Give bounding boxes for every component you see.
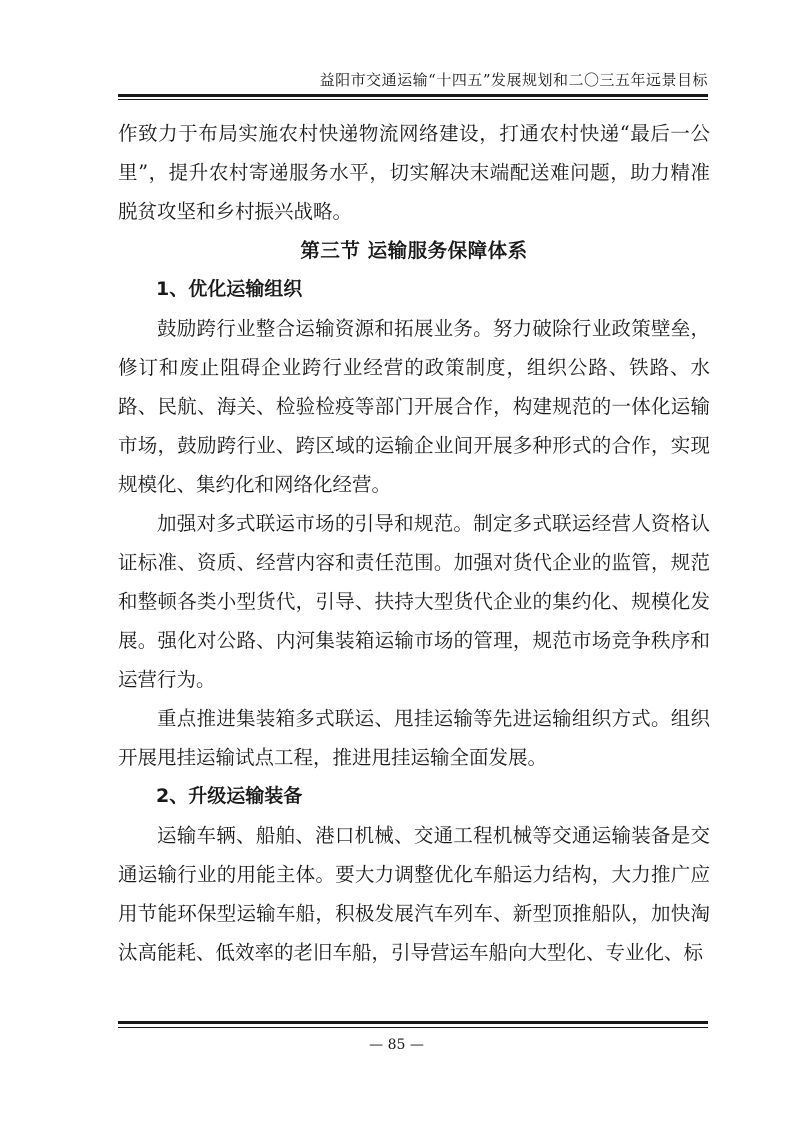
footer-rule-thick: [118, 1021, 708, 1024]
body-paragraph: 鼓励跨行业整合运输资源和拓展业务。努力破除行业政策壁垒，修订和废止阻碍企业跨行业经营的政策制度，组织公路、铁路、水路、民航、海关、检验检疫等部门开展合作，构建规范的一体化运输市场，鼓励跨行业、跨区域的运输企业间开展多种形式的合作，实现规模化、集约化和网络化经营。: [118, 317, 710, 496]
page-number: — 85 —: [369, 1037, 424, 1053]
body-paragraph: 运输车辆、船舶、港口机械、交通工程机械等交通运输装备是交通运输行业的用能主体。要大力调整优化车船运力结构，大力推广应用节能环保型运输车船，积极发展汽车列车、新型顶推船队，加快淘汰高能耗、低效率的老旧车船，引导营运车船向大型化、专业化、标: [118, 824, 710, 964]
subsection-heading: 2、升级运输装备: [156, 785, 303, 807]
intro-paragraph: 作致力于布局实施农村快递物流网络建设，打通农村快递“最后一公里”，提升农村寄递服务水平，切实解决末端配送难问题，助力精准脱贫攻坚和乡村振兴战略。: [118, 122, 710, 223]
section-title: 第三节 运输服务保障体系: [300, 239, 528, 262]
footer-rule-thin: [118, 1027, 708, 1028]
body-paragraph: 重点推进集装箱多式联运、甩挂运输等先进运输组织方式。组织开展甩挂运输试点工程，推进甩挂运输全面发展。: [118, 707, 710, 769]
running-header: 益阳市交通运输“十四五”发展规划和二〇三五年远景目标: [319, 71, 708, 89]
body-paragraph: 加强对多式联运市场的引导和规范。制定多式联运经营人资格认证标准、资质、经营内容和责任范围。加强对货代企业的监管，规范和整顿各类小型货代，引导、扶持大型货代企业的集约化、规模化发展。强化对公路、内河集装箱运输市场的管理，规范市场竞争秩序和运营行为。: [118, 512, 710, 691]
header-rule-thin: [118, 99, 708, 100]
header-rule-thick: [118, 94, 708, 97]
page-body: [118, 114, 710, 972]
subsection-heading: 1、优化运输组织: [156, 278, 303, 300]
